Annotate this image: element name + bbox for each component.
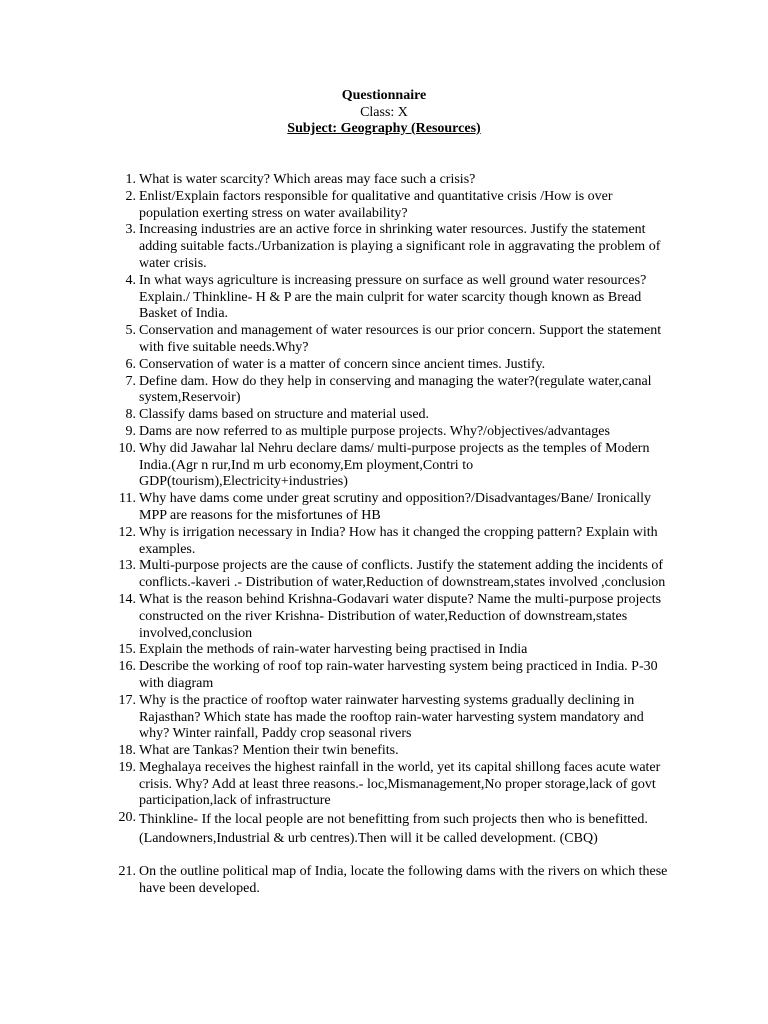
question-number: 6. [125,356,136,372]
question-text: Describe the working of roof top rain-water harvesting system being practiced in India. P-30 with diagram [139,659,658,691]
question-number: 16. [118,659,136,675]
question-number: 17. [118,692,136,708]
question-number: 18. [118,743,136,759]
question-number: 1. [125,172,136,187]
question-text: Thinkline- If the local people are not benefitting from such projects then who is benefitted.(Landowners,Industrial & urb centres).Then will it be called development. (CBQ) [139,812,648,847]
class-line: Class: X [360,104,408,120]
question-text: Classify dams based on structure and material used. [139,407,430,423]
question-number: 9. [125,423,136,439]
question-text: Why have dams come under great scrutiny and opposition?/Disadvantages/Bane/ Ironically MPP are reasons for the misfortunes of HB [139,491,652,523]
question-number: 4. [125,272,136,288]
question-item [112,172,672,189]
question-item [112,558,672,592]
question-number: 20. [118,810,136,826]
question-number: 12. [118,524,136,540]
question-item [112,693,672,743]
question-number: 3. [125,222,136,238]
question-text: Why is the practice of rooftop water rainwater harvesting systems gradually declining in Rajasthan? Which state has made the rooftop rain-water harvesting system mandatory and why? Winter rainfall, Paddy crop seasonal rivers [139,692,644,742]
question-text: Why did Jawahar lal Nehru declare dams/ multi-purpose projects as the temples of Modern India.(Agr n rur,Ind m urb economy,Em ployment,Contri to GDP(tourism),Electricity+industries) [139,440,650,490]
question-item [112,189,672,223]
question-text: What is water scarcity? Which areas may face such a crisis? [139,172,476,187]
question-item [112,424,672,441]
question-item [112,810,672,848]
question-item [112,659,672,693]
question-text: On the outline political map of India, locate the following dams with the rivers on which these have been developed. [139,864,668,897]
question-number: 21. [118,864,136,880]
question-item [112,407,672,424]
question-number: 19. [118,759,136,775]
question-list [112,172,672,898]
question-text: Enlist/Explain factors responsible for qualitative and quantitative crisis /How is over population exerting stress on water availability? [139,188,613,221]
question-number: 2. [125,188,136,204]
question-text: Dams are now referred to as multiple purpose projects. Why?/objectives/advantages [139,423,610,439]
question-item [112,491,672,525]
question-number: 11. [119,491,136,507]
question-number: 5. [125,323,136,339]
question-text: In what ways agriculture is increasing pressure on surface as well ground water resources? Explain./ Thinkline- H & P are the main culprit for water scarcity though known as Bread Basket of India. [139,272,647,322]
question-item [112,323,672,357]
question-text: Conservation of water is a matter of concern since ancient times. Justify. [139,356,546,372]
question-text: Multi-purpose projects are the cause of conflicts. Justify the statement adding the incidents of conflicts.-kaveri .- Distribution of water,Reduction of downstream,states involved ,conclusion [139,558,666,591]
question-number: 14. [118,591,136,607]
question-item [112,441,672,491]
question-number: 7. [125,373,136,389]
question-text: Why is irrigation necessary in India? How has it changed the cropping pattern? Explain with examples. [139,524,658,557]
question-item [112,357,672,374]
question-number: 10. [118,440,136,456]
question-text: Define dam. How do they help in conserving and managing the water?(regulate water,canal system,Reservoir) [139,373,652,406]
question-number: 8. [125,407,136,423]
question-item [112,273,672,323]
question-item [112,374,672,408]
question-item [112,760,672,810]
question-item [112,592,672,642]
document-title: Questionnaire [341,88,427,103]
question-item [112,864,672,898]
question-text: Meghalaya receives the highest rainfall in the world, yet its capital shillong faces acute water crisis. Why? Add at least three reasons.- loc,Mismanagement,No proper storage,lack of govt participation,lack of infrastructure [139,759,661,809]
question-item [112,743,672,760]
question-number: 15. [118,642,136,658]
question-item [112,222,672,272]
question-item [112,525,672,559]
document-header [0,88,768,138]
question-text: Explain the methods of rain-water harvesting being practised in India [139,642,528,658]
question-number: 13. [118,558,136,574]
question-item [112,642,672,659]
question-text: What is the reason behind Krishna-Godavari water dispute? Name the multi-purpose projects constructed on the river Krishna- Distribution of water,Reduction of downstream,states involved,conclusion [139,591,662,641]
question-text: Conservation and management of water resources is our prior concern. Support the statement with five suitable needs.Why? [139,323,662,355]
question-text: Increasing industries are an active force in shrinking water resources. Justify the statement adding suitable facts./Urbanization is playing a significant role in aggravating the problem of water crisis. [139,222,661,271]
question-text: What are Tankas? Mention their twin benefits. [139,743,399,759]
subject-line: Subject: Geography (Resources) [287,121,481,136]
